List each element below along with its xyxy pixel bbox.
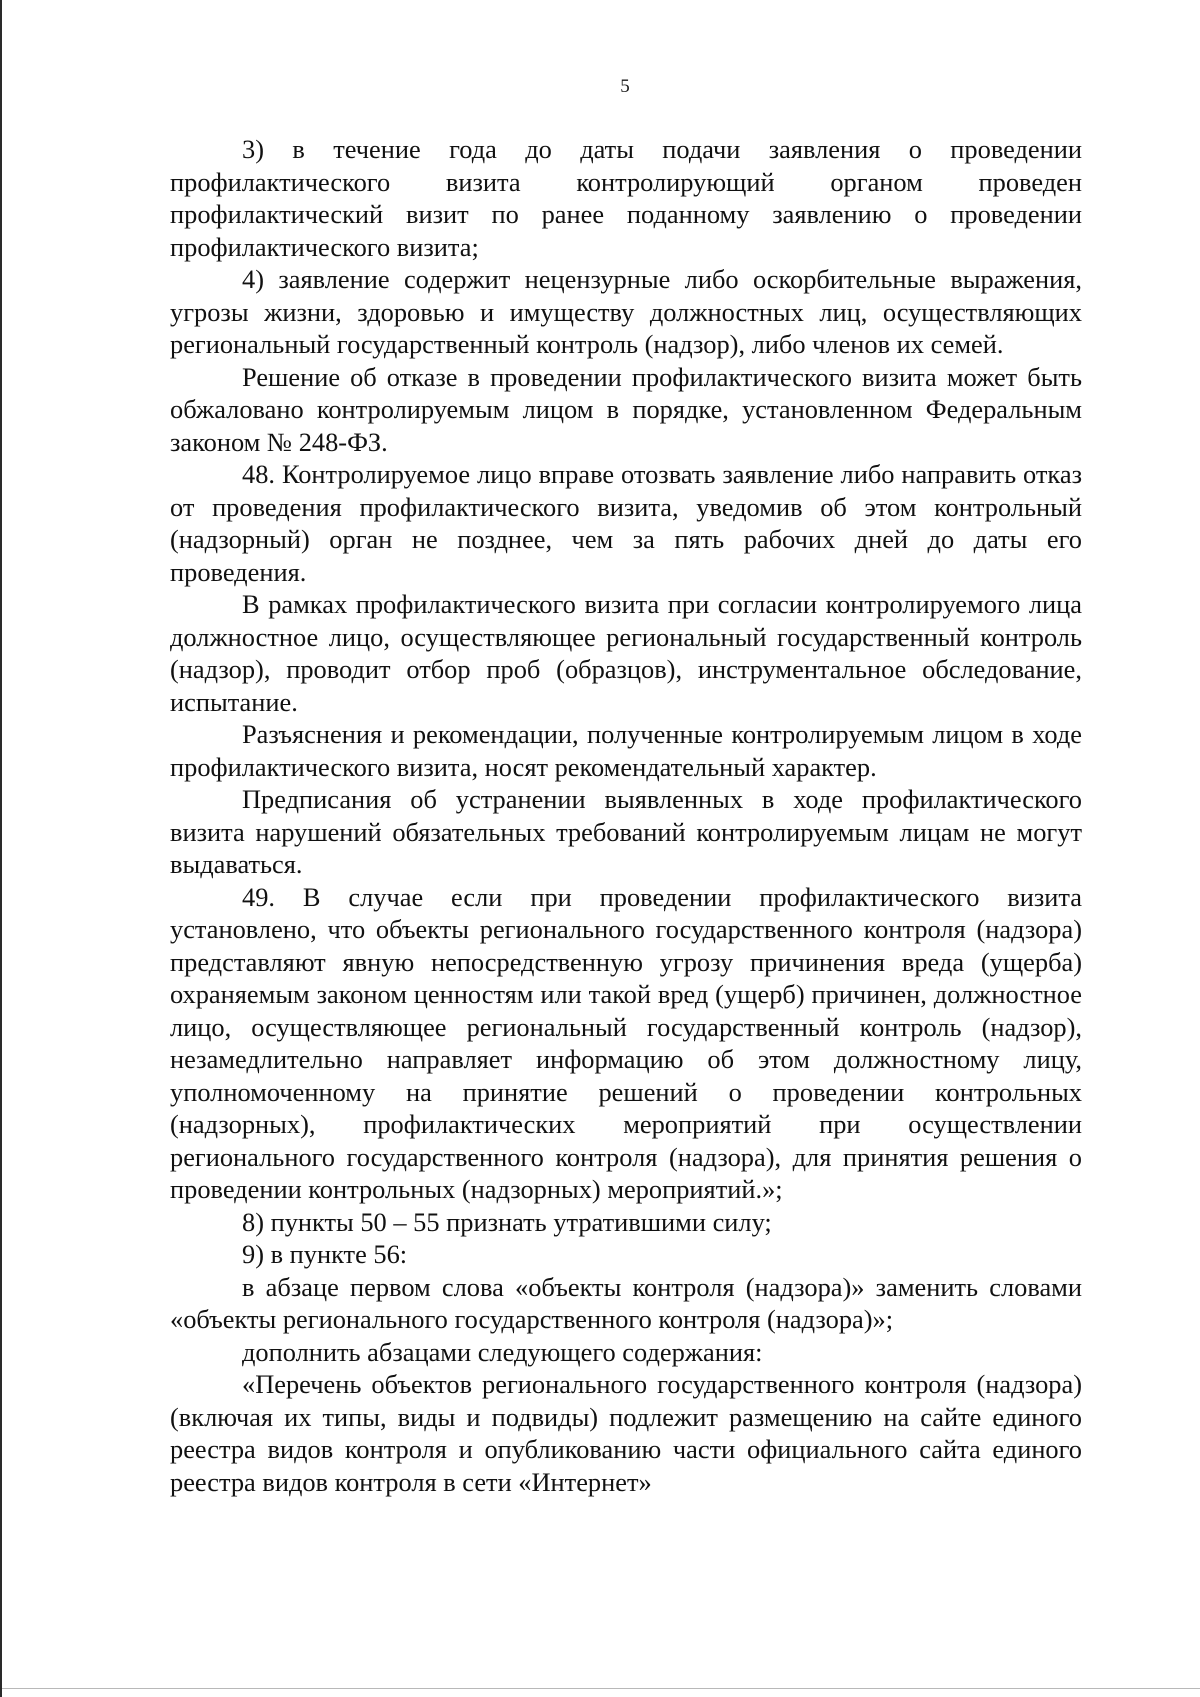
paragraph-item-3: 3) в течение года до даты подачи заявления о проведении профилактического визита контролирующий органом проведен профилактический визит по ранее поданному заявлению о проведении профилактического визита; — [170, 134, 1082, 262]
paragraph-supplement: дополнить абзацами следующего содержания: — [242, 1336, 763, 1367]
paragraph-first-abzats: в абзаце первом слова «объекты контроля (надзора)» заменить словами «объекты регионального государственного контроля (надзора)»; — [170, 1271, 1082, 1334]
page-number: 5 — [620, 76, 630, 97]
paragraph-48: 48. Контролируемое лицо вправе отозвать заявление либо направить отказ от проведения профилактического визита, уведомив об этом контрольный (надзорный) орган не позднее, чем за пять рабочих дней до даты его проведения. — [170, 459, 1082, 587]
paragraph-amendment-9: 9) в пункте 56: — [242, 1239, 408, 1269]
document-body — [170, 133, 1082, 1498]
scan-edge-line — [2, 1688, 1200, 1689]
paragraph-explanations: Разъяснения и рекомендации, полученные контролируемым лицом в ходе профилактического визита, носят рекомендательный характер. — [170, 719, 1082, 782]
paragraph-refusal-appeal: Решение об отказе в проведении профилактического визита может быть обжаловано контролируемым лицом в порядке, установленном Федеральным законом № 248-ФЗ. — [170, 361, 1082, 457]
paragraph-49: 49. В случае если при проведении профилактического визита установлено, что объекты регионального государственного контроля (надзора) представляют явную непосредственную угрозу причинения вреда (ущерба) охраняемым законом ценностям или такой вред (ущерб) причинен, должностное лицо, осуществляющее региональный государственный контроль (надзор), незамедлительно направляет информацию об этом должностному лицу, уполномоченному на принятие решений о проведении контрольных (надзорных), профилактических мероприятий при осуществлении регионального государственного контроля (надзора), для принятия решения о проведении контрольных (надзорных) мероприятий.»; — [170, 881, 1082, 1204]
paragraph-amendment-8: 8) пункты 50 – 55 признать утратившими силу; — [242, 1206, 772, 1237]
paragraph-item-4: 4) заявление содержит нецензурные либо оскорбительные выражения, угрозы жизни, здоровью и имуществу должностных лиц, осуществляющих региональный государственный контроль (надзор), либо членов их семей. — [170, 264, 1082, 359]
paragraph-sampling: В рамках профилактического визита при согласии контролируемого лица должностное лицо, осуществляющее региональный государственный контроль (надзор), проводит отбор проб (образцов), инструментальное обследование, испытание. — [170, 589, 1082, 717]
paragraph-prescriptions: Предписания об устранении выявленных в ходе профилактического визита нарушений обязательных требований контролируемым лицам не могут выдаваться. — [170, 784, 1082, 879]
paragraph-object-list: «Перечень объектов регионального государственного контроля (надзора) (включая их типы, виды и подвиды) подлежит размещению на сайте единого реестра видов контроля и опубликованию части официального сайта единого реестра видов контроля в сети «Интернет» — [170, 1369, 1082, 1497]
